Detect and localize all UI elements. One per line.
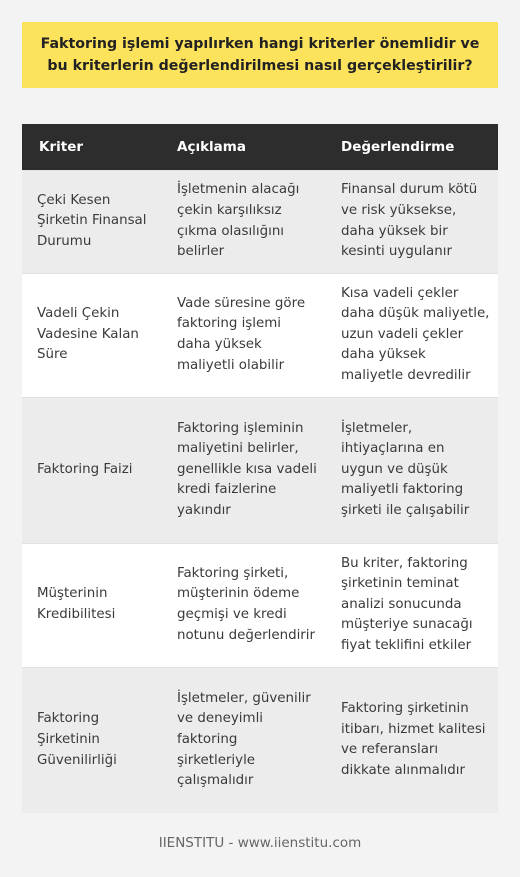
cell-aciklama: İşletmenin alacağı çekin karşılıksız çıkma olasılığını belirler <box>162 170 326 273</box>
cell-aciklama: Vade süresine göre faktoring işlemi daha yüksek maliyetli olabilir <box>162 273 326 397</box>
cell-kriter: Faktoring Şirketinin Güvenilirliği <box>22 667 162 813</box>
cell-kriter: Vadeli Çekin Vadesine Kalan Süre <box>22 273 162 397</box>
cell-aciklama: Faktoring şirketi, müşterinin ödeme geçmişi ve kredi notunu değerlendirir <box>162 543 326 667</box>
table-row <box>22 170 498 273</box>
cell-degerlendirme: Kısa vadeli çekler daha düşük maliyetle, uzun vadeli çekler daha yüksek maliyetle devredilir <box>326 273 498 397</box>
cell-degerlendirme: İşletmeler, ihtiyaçlarına en uygun ve düşük maliyetli faktoring şirketi ile çalışabilir <box>326 397 498 543</box>
title-box <box>22 22 498 88</box>
cell-aciklama: İşletmeler, güvenilir ve deneyimli faktoring şirketleriyle çalışmalıdır <box>162 667 326 813</box>
cell-degerlendirme: Faktoring şirketinin itibarı, hizmet kalitesi ve referansları dikkate alınmalıdır <box>326 667 498 813</box>
header-kriter: Kriter <box>22 124 162 170</box>
cell-kriter: Çeki Kesen Şirketin Finansal Durumu <box>22 170 162 273</box>
cell-degerlendirme: Bu kriter, faktoring şirketinin teminat analizi sonucunda müşteriye sunacağı fiyat teklifini etkiler <box>326 543 498 667</box>
table-row <box>22 543 498 667</box>
footer-credit: IIENSTITU - www.iienstitu.com <box>158 835 362 851</box>
cell-kriter: Faktoring Faizi <box>22 397 162 543</box>
page-title: Faktoring işlemi yapılırken hangi kriterler önemlidir ve bu kriterlerin değerlendirilmesi nasıl gerçekleştirilir? <box>40 36 480 74</box>
header-degerlendirme: Değerlendirme <box>326 124 498 170</box>
cell-degerlendirme: Finansal durum kötü ve risk yüksekse, daha yüksek bir kesinti uygulanır <box>326 170 498 273</box>
table-row <box>22 397 498 543</box>
table-header-row <box>22 124 498 170</box>
cell-aciklama: Faktoring işleminin maliyetini belirler, genellikle kısa vadeli kredi faizlerine yakındır <box>162 397 326 543</box>
criteria-table <box>22 124 498 813</box>
table-row <box>22 273 498 397</box>
cell-kriter: Müşterinin Kredibilitesi <box>22 543 162 667</box>
table-row <box>22 667 498 813</box>
header-aciklama: Açıklama <box>162 124 326 170</box>
